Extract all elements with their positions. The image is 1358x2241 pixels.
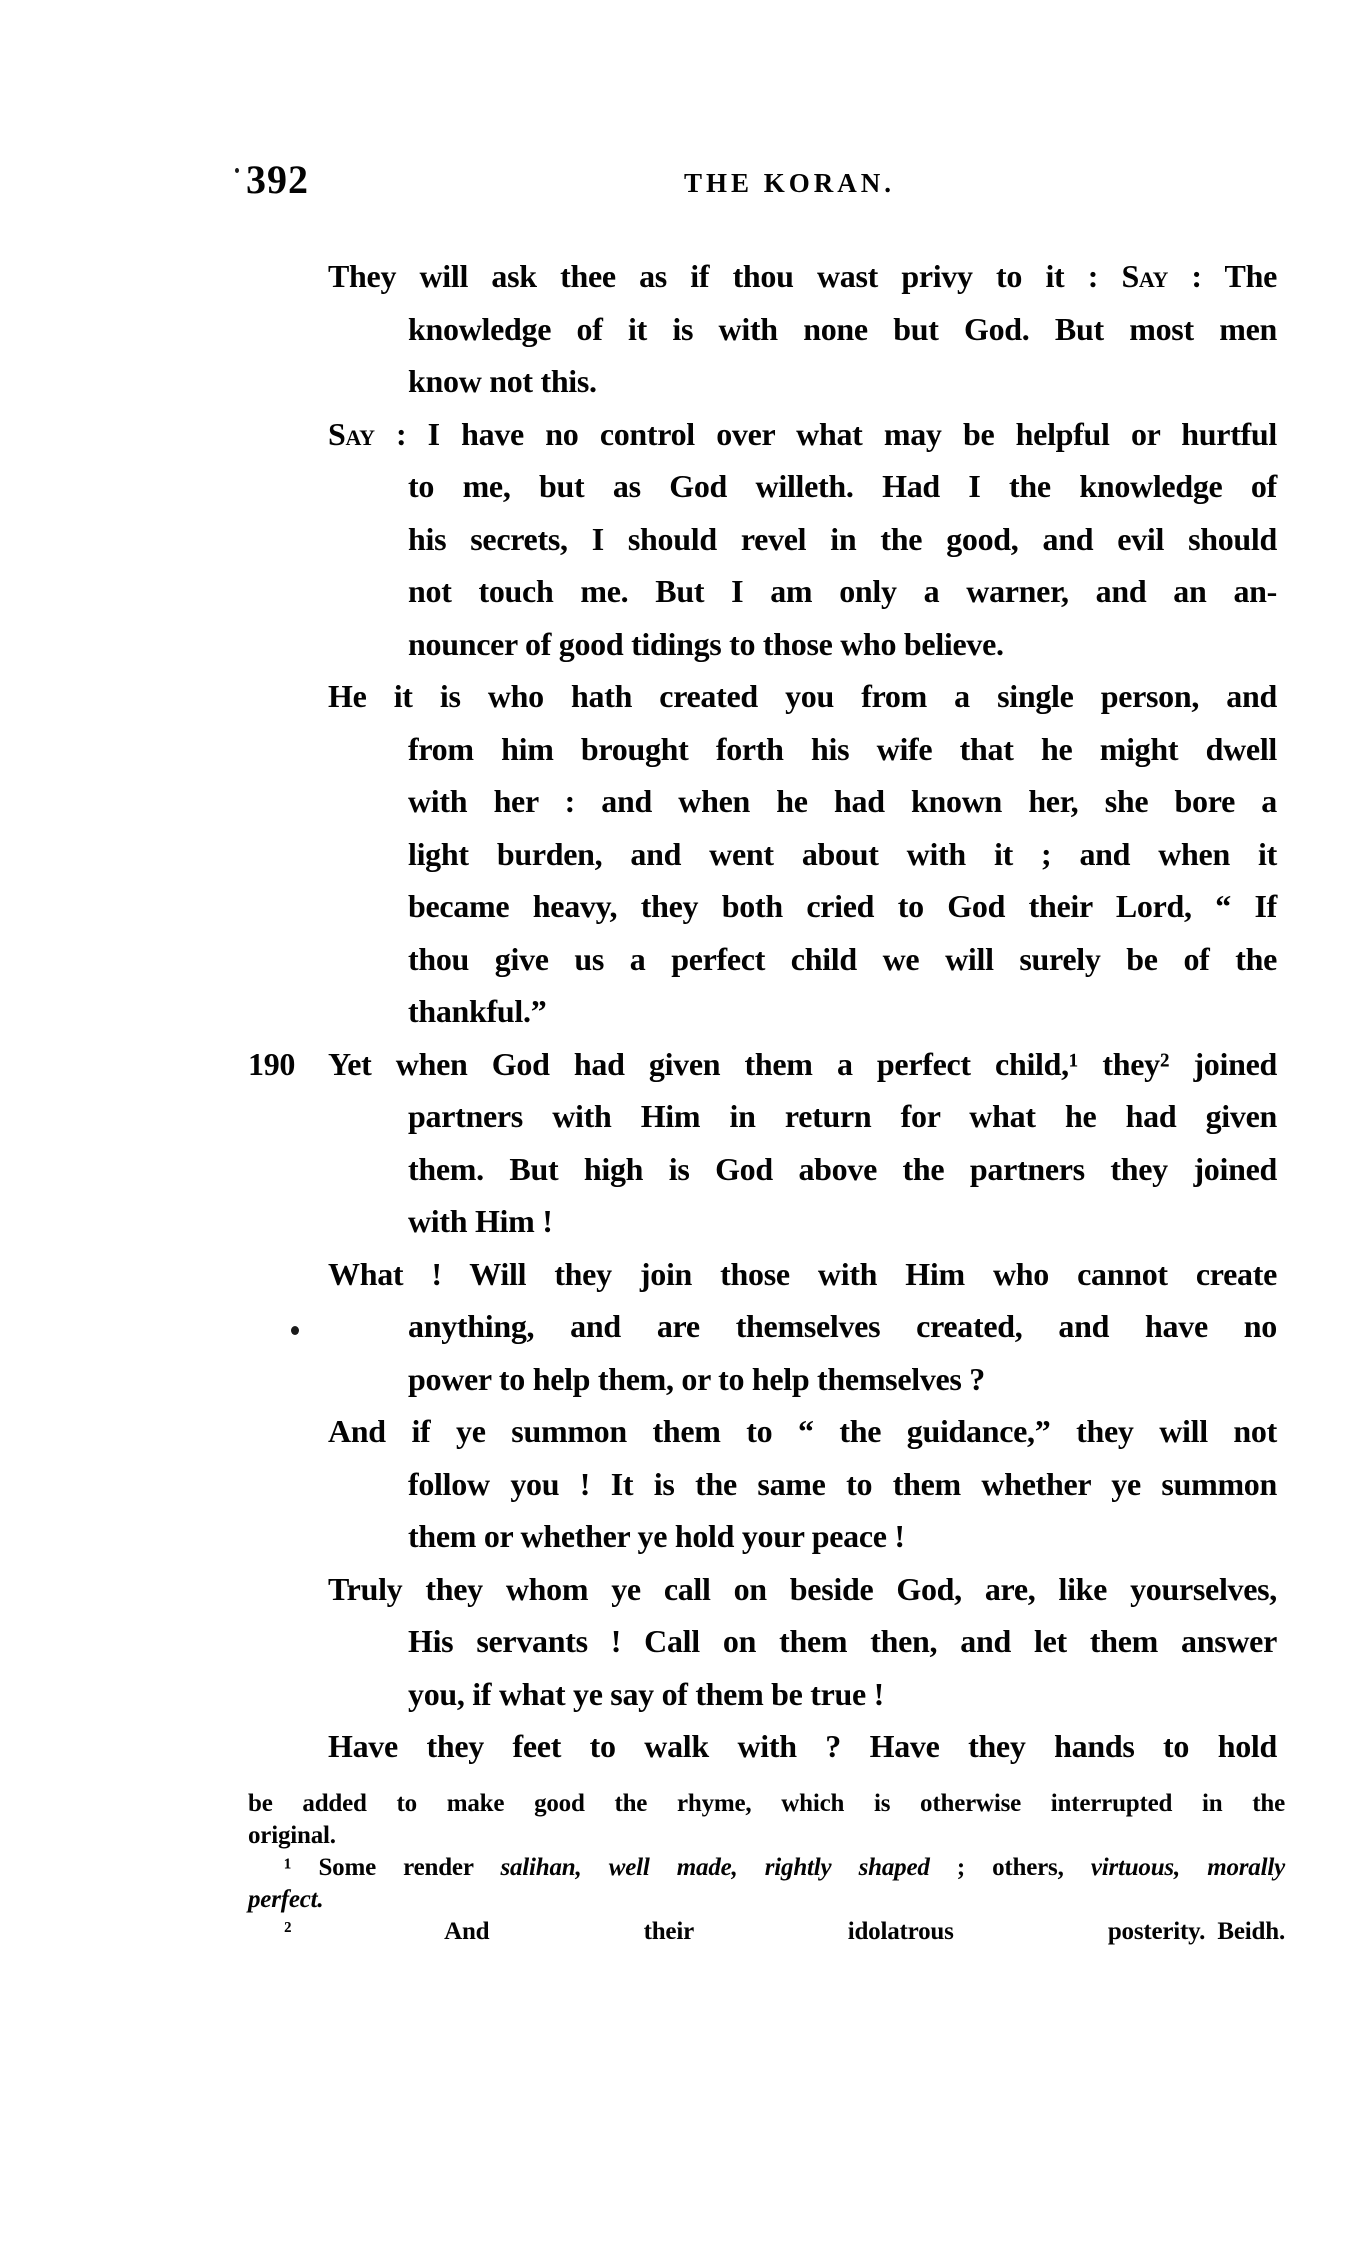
verse-line bbox=[248, 1615, 1277, 1668]
verse-line bbox=[248, 355, 1277, 408]
text-run: And if ye summon them to “ the guidance,” they will not bbox=[328, 1413, 1277, 1449]
text-run: What ! Will they join those with Him who cannot create bbox=[328, 1255, 1277, 1292]
verse-line bbox=[248, 1405, 1277, 1458]
text-run: perfect. bbox=[248, 1886, 324, 1913]
text-run: virtuous, bbox=[1090, 1854, 1181, 1881]
text-run: from him brought forth his wife that he might dwell bbox=[408, 730, 1277, 767]
text-run bbox=[1180, 1854, 1207, 1881]
verse-line bbox=[248, 513, 1277, 566]
text-run: light burden, and went about with it ; and when it bbox=[408, 835, 1277, 872]
footnotes-block bbox=[248, 1788, 1285, 1948]
verse-line bbox=[248, 933, 1277, 986]
verse-line bbox=[248, 1458, 1277, 1511]
text-run: know not this. bbox=[408, 363, 597, 399]
verse-line bbox=[248, 460, 1277, 513]
verse-text-block bbox=[248, 250, 1277, 1773]
text-run: ¹ Some render bbox=[284, 1854, 501, 1881]
text-run: his secrets, I should revel in the good, and evil should bbox=[408, 520, 1277, 557]
text-run: : The bbox=[1168, 258, 1277, 294]
text-run: rightly shaped bbox=[764, 1854, 930, 1881]
verse-line bbox=[248, 1510, 1277, 1563]
footnote-line bbox=[248, 1788, 1285, 1820]
text-run: thou give us a perfect child we will surely be of the bbox=[408, 940, 1277, 977]
footnote-line bbox=[248, 1916, 1285, 1948]
verse-line bbox=[248, 565, 1277, 618]
text-run: with her : and when he had known her, she bore a bbox=[408, 783, 1277, 819]
verse-number: 190 bbox=[248, 1045, 296, 1082]
verse-line bbox=[248, 303, 1277, 356]
text-run: well made, bbox=[608, 1854, 738, 1881]
text-run: His servants ! Call on them then, and let them answer bbox=[408, 1623, 1277, 1659]
text-run: Have they feet to walk with ? Have they hands to hold bbox=[328, 1728, 1277, 1764]
text-run: them. But high is God above the partners they joined bbox=[408, 1150, 1277, 1187]
footnote-line bbox=[248, 1884, 1285, 1916]
verse-line bbox=[248, 880, 1277, 933]
text-run: He it is who hath created you from a single person, and bbox=[328, 678, 1277, 714]
footnote-line bbox=[248, 1820, 1285, 1852]
verse-line bbox=[248, 1143, 1277, 1196]
verse-line bbox=[248, 618, 1277, 671]
verse-line bbox=[248, 1300, 1277, 1353]
text-run: : I have no control over what may be helpful or hurtful bbox=[374, 415, 1277, 452]
text-run: ; others, bbox=[929, 1854, 1091, 1881]
ink-speck bbox=[235, 168, 239, 173]
text-run: original. bbox=[248, 1822, 336, 1849]
verse-line bbox=[248, 408, 1277, 461]
verse-line bbox=[248, 1248, 1277, 1301]
verse-line bbox=[248, 828, 1277, 881]
text-run: Truly they whom ye call on beside God, are, like yourselves, bbox=[328, 1570, 1277, 1607]
text-run: be added to make good the rhyme, which is otherwise interrupted in the bbox=[248, 1790, 1285, 1817]
text-run: thankful.” bbox=[408, 993, 547, 1029]
text-run: Say bbox=[1121, 258, 1169, 294]
verse-line bbox=[248, 1720, 1277, 1773]
text-run: Say bbox=[328, 415, 375, 452]
text-run: salihan, bbox=[500, 1854, 582, 1881]
text-run: to me, but as God willeth. Had I the knowledge of bbox=[408, 468, 1277, 504]
verse-line bbox=[248, 670, 1277, 723]
running-title: THE KORAN. bbox=[684, 168, 896, 198]
verse-line bbox=[248, 775, 1277, 828]
text-run: anything, and are themselves created, and have no bbox=[408, 1308, 1277, 1344]
footnote-line bbox=[248, 1852, 1285, 1884]
text-run: follow you ! It is the same to them whether ye summon bbox=[408, 1465, 1277, 1502]
text-run: Yet when God had given them a perfect child,¹ they² joined bbox=[328, 1045, 1277, 1082]
text-run bbox=[582, 1854, 609, 1881]
verse-line bbox=[248, 1563, 1277, 1616]
text-run: knowledge of it is with none but God. But most men bbox=[408, 310, 1277, 347]
text-run: with Him ! bbox=[408, 1203, 553, 1239]
text-run: not touch me. But I am only a warner, and an an- bbox=[408, 573, 1277, 609]
verse-line bbox=[248, 985, 1277, 1038]
verse-line bbox=[248, 1038, 1277, 1091]
verse-line bbox=[248, 1090, 1277, 1143]
text-run: you, if what ye say of them be true ! bbox=[408, 1675, 884, 1712]
text-run: They will ask thee as if thou wast privy to it : bbox=[328, 258, 1122, 294]
verse-line bbox=[248, 1668, 1277, 1721]
verse-line bbox=[248, 723, 1277, 776]
page-number: 392 bbox=[246, 157, 309, 202]
text-run: them or whether ye hold your peace ! bbox=[408, 1518, 905, 1554]
verse-line bbox=[248, 1195, 1277, 1248]
text-run: ² And their idolatrous posterity. Beidh. bbox=[284, 1918, 1285, 1945]
verse-line bbox=[248, 250, 1277, 303]
text-run bbox=[738, 1854, 765, 1881]
text-run: morally bbox=[1207, 1854, 1285, 1881]
text-run: nouncer of good tidings to those who believe. bbox=[408, 625, 1004, 662]
verse-line bbox=[248, 1353, 1277, 1406]
text-run: partners with Him in return for what he had given bbox=[408, 1098, 1277, 1134]
text-run: became heavy, they both cried to God their Lord, “ If bbox=[408, 888, 1277, 924]
text-run: power to help them, or to help themselves ? bbox=[408, 1360, 985, 1397]
